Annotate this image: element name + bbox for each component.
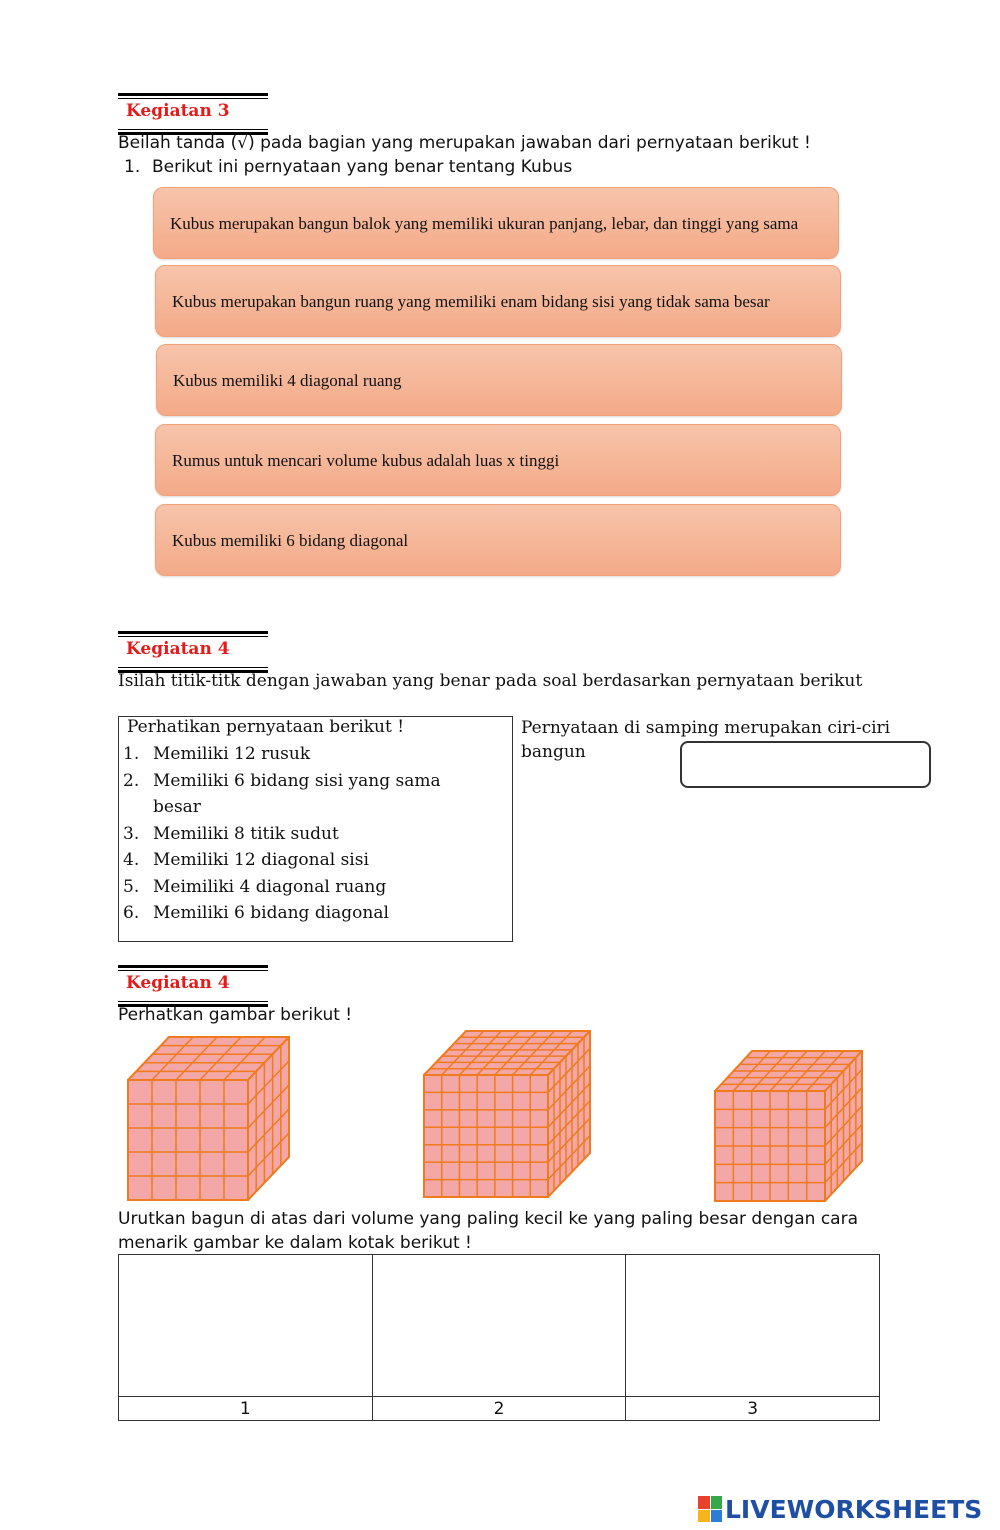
kegiatan-4b-title: Kegiatan 4	[126, 973, 230, 993]
list-item: 5. Meimiliki 4 diagonal ruang	[123, 876, 387, 897]
drop-slot-1[interactable]	[119, 1255, 373, 1397]
option-5-text: Kubus memiliki 6 bidang diagonal	[172, 530, 409, 550]
statement-list-box	[118, 716, 513, 942]
option-1-text: Kubus merupakan bangun balok yang memiliki ukuran panjang, lebar, dan tinggi yang sama	[170, 213, 799, 233]
kegiatan-4a-heading	[118, 631, 268, 673]
option-2[interactable]	[155, 265, 841, 337]
kegiatan-4b-instruction: Perhatkan gambar berikut !	[118, 1005, 353, 1025]
option-4-text: Rumus untuk mencari volume kubus adalah luas x tinggi	[172, 450, 560, 470]
option-3-text: Kubus memiliki 4 diagonal ruang	[173, 370, 402, 390]
option-1[interactable]	[153, 187, 839, 259]
answer-input[interactable]	[680, 741, 931, 788]
kegiatan-3-instruction: Beilah tanda (√) pada bagian yang merupakan jawaban dari pernyataan berikut !	[118, 133, 811, 153]
list-item: 4. Memiliki 12 diagonal sisi	[123, 850, 369, 870]
option-4[interactable]	[155, 424, 841, 496]
kegiatan-3-title: Kegiatan 3	[126, 101, 230, 121]
cube-c-image[interactable]	[714, 1050, 863, 1202]
statement-text-line2: bangun	[521, 742, 586, 762]
liveworksheets-logo	[698, 1494, 982, 1524]
kegiatan-3-heading	[118, 93, 268, 135]
cube-b-image[interactable]	[423, 1030, 591, 1198]
slot-number-3: 3	[626, 1397, 880, 1421]
logo-icon	[698, 1496, 722, 1522]
option-3[interactable]	[156, 344, 842, 416]
list-item: 1. Memiliki 12 rusuk	[123, 744, 311, 764]
kegiatan-4a-instruction: Isilah titik-titk dengan jawaban yang benar pada soal berdasarkan pernyataan berikut	[118, 671, 863, 691]
question-1-text: Berikut ini pernyataan yang benar tentang Kubus	[152, 157, 573, 177]
kegiatan-4b-heading	[118, 965, 268, 1007]
statement-text-line1: Pernyataan di samping merupakan ciri-ciri	[521, 718, 891, 738]
kegiatan-4a-title: Kegiatan 4	[126, 639, 230, 659]
slot-number-1: 1	[119, 1397, 373, 1421]
list-item: 6. Memiliki 6 bidang diagonal	[123, 903, 389, 923]
drop-slot-2[interactable]	[372, 1255, 626, 1397]
list-item: 3. Memiliki 8 titik sudut	[123, 823, 339, 844]
list-item: 2. Memiliki 6 bidang sisi yang sama besar	[123, 770, 441, 817]
slot-number-2: 2	[372, 1397, 626, 1421]
option-5[interactable]	[155, 504, 841, 576]
order-instruction-line1: Urutkan bagun di atas dari volume yang paling kecil ke yang paling besar dengan cara	[118, 1209, 858, 1229]
option-2-text: Kubus merupakan bangun ruang yang memiliki enam bidang sisi yang tidak sama besar	[172, 291, 770, 311]
order-instruction-line2: menarik gambar ke dalam kotak berikut !	[118, 1233, 472, 1253]
statement-list	[123, 741, 503, 927]
logo-text: LIVEWORKSHEETS	[725, 1494, 983, 1524]
cube-a-image[interactable]	[127, 1036, 290, 1201]
ordering-table	[118, 1254, 880, 1421]
statement-list-header: Perhatikan pernyataan berikut !	[127, 717, 405, 737]
question-1-number: 1.	[124, 157, 141, 177]
drop-slot-3[interactable]	[626, 1255, 880, 1397]
